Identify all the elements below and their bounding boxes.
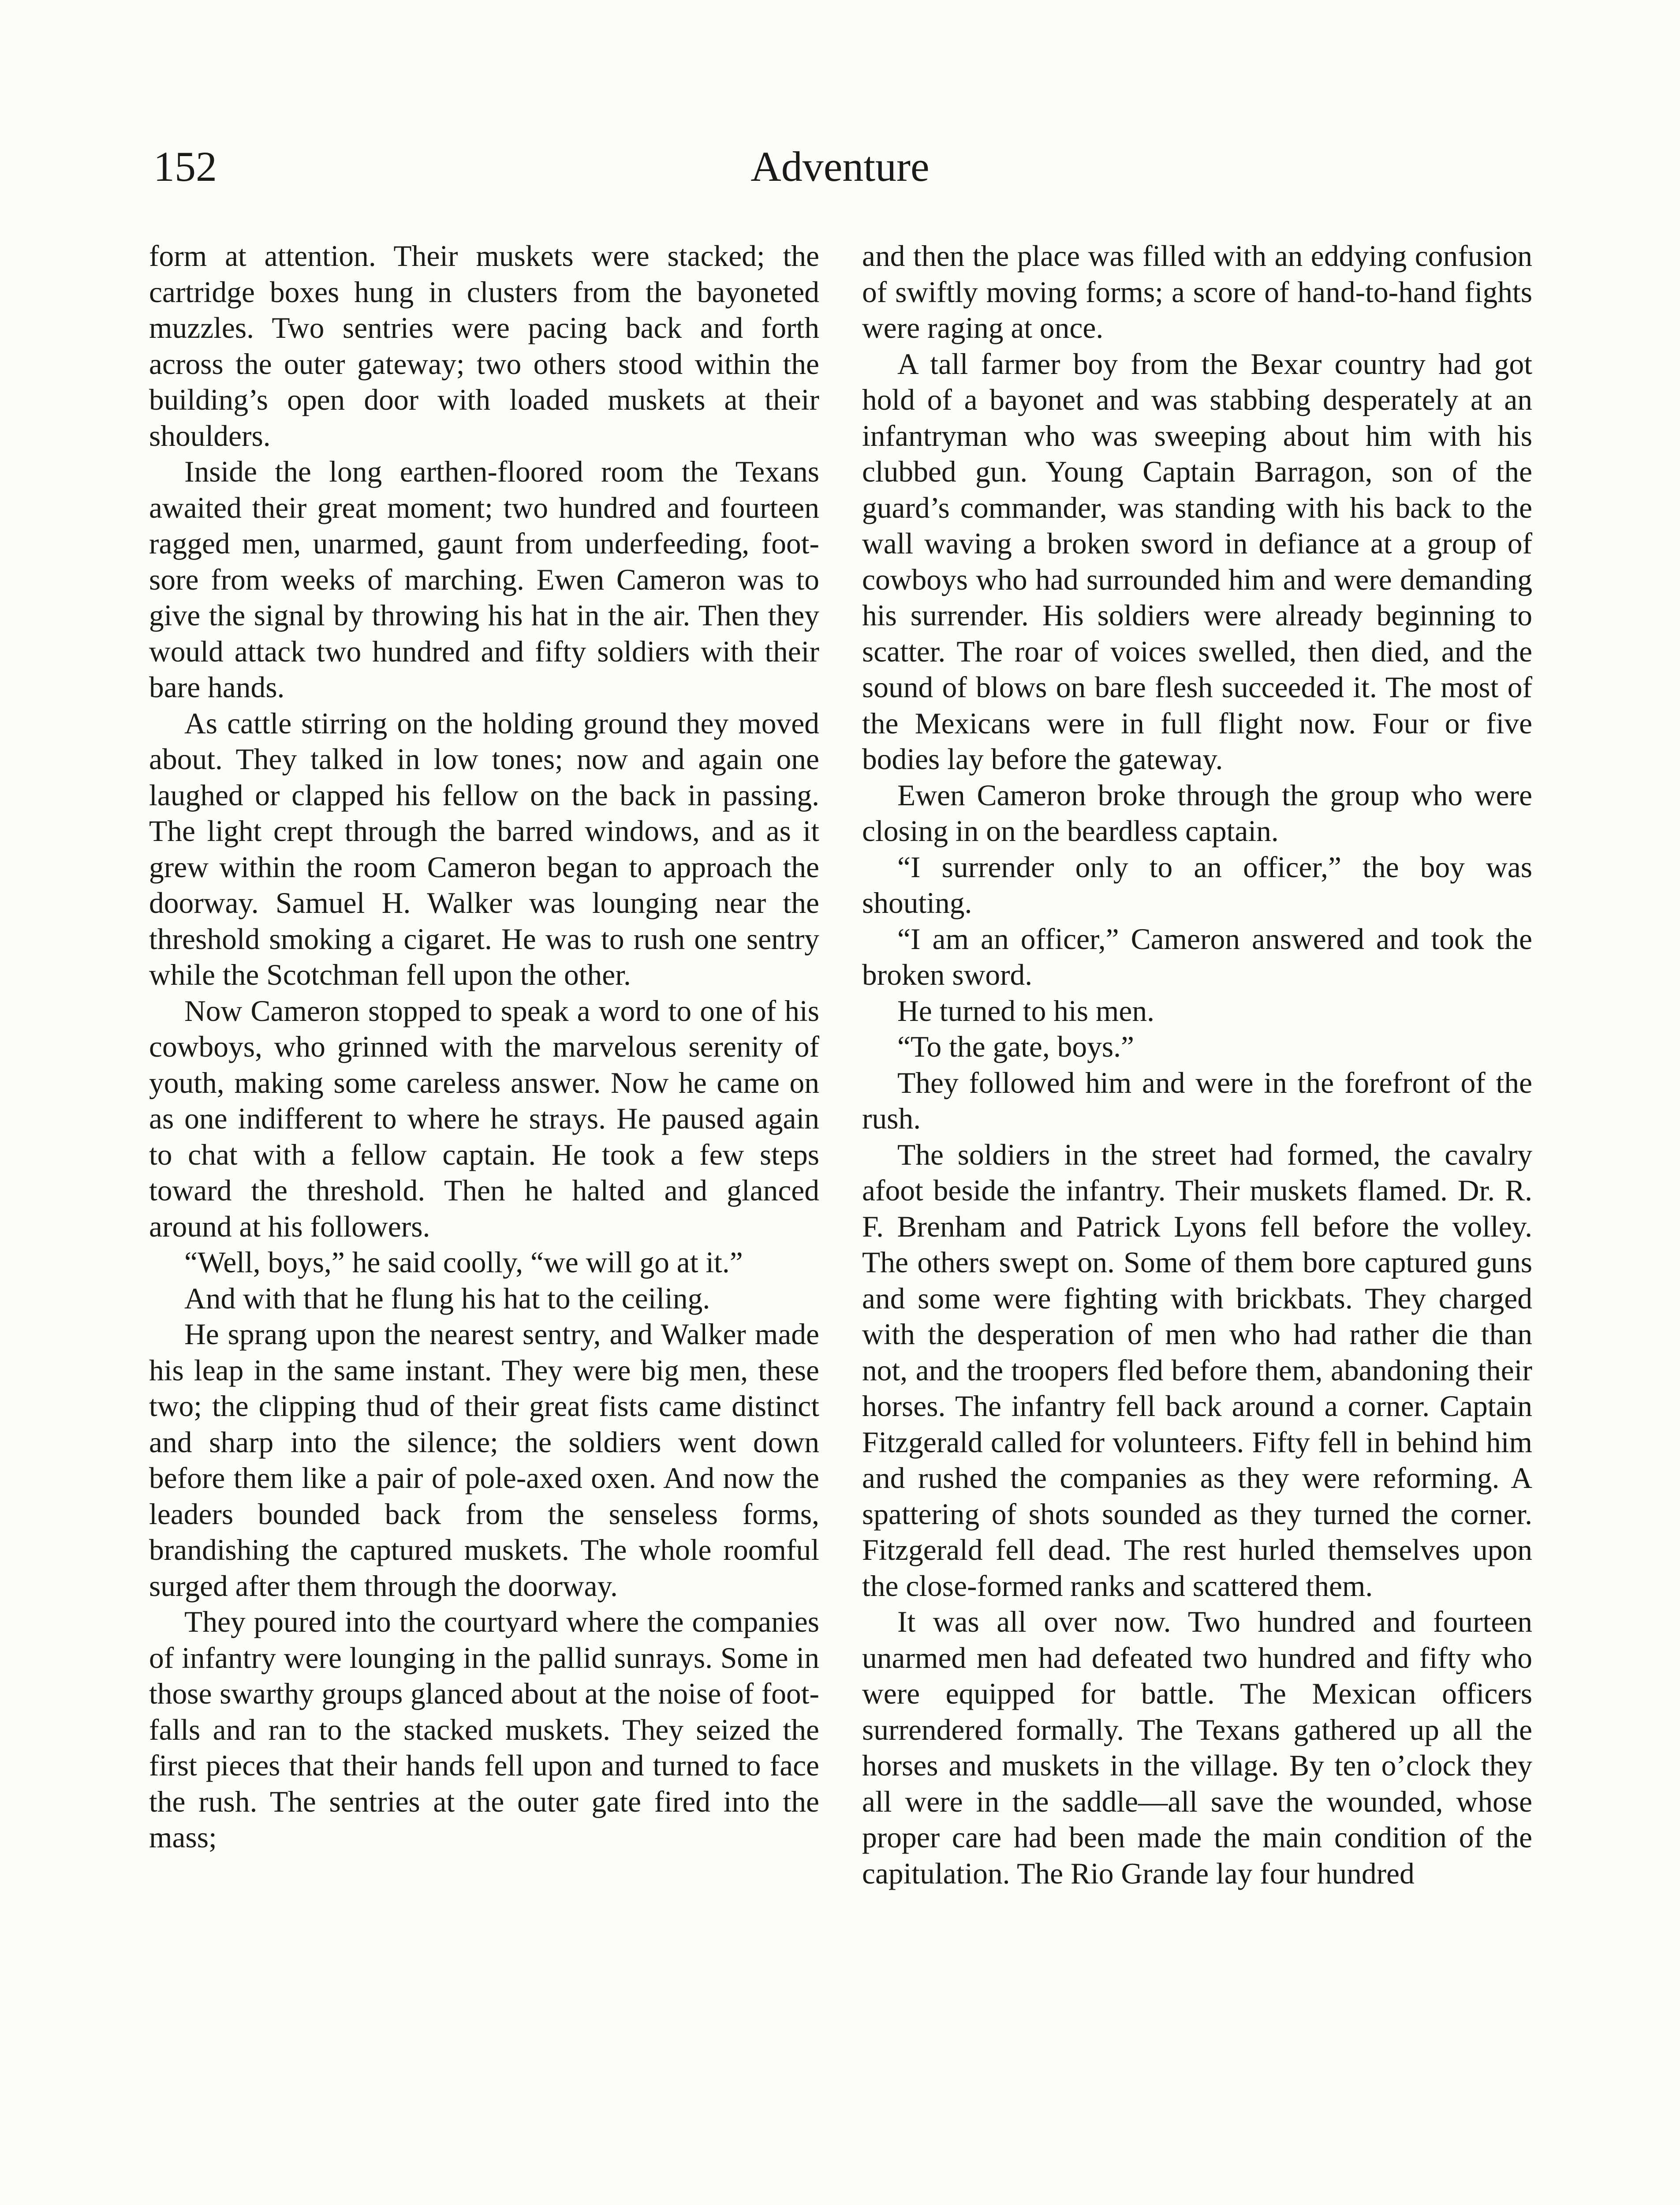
running-title: Adventure bbox=[750, 143, 930, 190]
paragraph: The soldiers in the street had formed, the cavalry afoot beside the infantry. Their muskets flamed. Dr. R. F. Brenham and Patrick Lyons fell before the volley. The others swept on. Some of them bore captured guns and some were fighting with brickbats. They charged with the desperation of men who had rather die than not, and the troopers fled before them, abandoning their horses. The infantry fell back around a corner. Captain Fitzgerald called for volunteers. Fifty fell in behind him and rushed the companies as they were reforming. A spattering of shots sounded as they turned the corner. Fitzgerald fell dead. The rest hurled themselves upon the close-formed ranks and scattered them. bbox=[862, 1138, 1532, 1603]
paragraph: Inside the long earthen-floored room the Texans awaited their great moment; two hundred and fourteen ragged men, unarmed, gaunt from underfeeding, foot-sore from weeks of marching. Ewen Cameron was to give the signal by throwing his hat in the air. Then they would attack two hundred and fifty soldiers with their bare hands. bbox=[149, 455, 819, 704]
paragraph: Ewen Cameron broke through the group who were closing in on the beardless captain. bbox=[862, 778, 1532, 848]
paragraph: “Well, boys,” he said coolly, “we will go at it.” bbox=[184, 1246, 743, 1279]
paragraph: “To the gate, boys.” bbox=[897, 1030, 1134, 1063]
paragraph: They poured into the courtyard where the companies of infantry were lounging in the pallid sunrays. Some in those swarthy groups glanced about at the noise of footfalls and ran to the stacked muskets. They seized the first pieces that their hands fell upon and turned to face the rush. The sentries at the outer gate fired into the mass; bbox=[149, 1605, 819, 1854]
right-column bbox=[862, 238, 1532, 1891]
left-column bbox=[149, 238, 819, 1856]
page-number: 152 bbox=[153, 143, 217, 190]
paragraph: And with that he flung his hat to the ceiling. bbox=[184, 1282, 710, 1315]
paragraph: He sprang upon the nearest sentry, and Walker made his leap in the same instant. They were big men, these two; the clipping thud of their great fists came distinct and sharp into the silence; the soldiers went down before them like a pair of pole-axed oxen. And now the leaders bounded back from the senseless forms, brandishing the captured muskets. The whole roomful surged after them through the doorway. bbox=[149, 1318, 819, 1603]
paragraph: “I surrender only to an officer,” the boy was shouting. bbox=[862, 850, 1532, 919]
paragraph: form at attention. Their muskets were stacked; the cartridge boxes hung in clusters from the bayoneted muzzles. Two sentries were pacing back and forth across the outer gateway; two others stood within the building’s open door with loaded muskets at their shoulders. bbox=[149, 239, 819, 452]
paragraph: As cattle stirring on the holding ground they moved about. They talked in low tones; now and again one laughed or clapped his fellow on the back in passing. The light crept through the barred windows, and as it grew within the room Cameron began to approach the doorway. Samuel H. Walker was lounging near the threshold smoking a cigaret. He was to rush one sentry while the Scotchman fell upon the other. bbox=[149, 706, 819, 991]
paragraph: A tall farmer boy from the Bexar country had got hold of a bayonet and was stabbing desperately at an infantryman who was sweeping about him with his clubbed gun. Young Captain Barragon, son of the guard’s commander, was standing with his back to the wall waving a broken sword in defiance at a group of cowboys who had surrounded him and were demanding his surrender. His soldiers were already beginning to scatter. The roar of voices swelled, then died, and the sound of blows on bare flesh succeeded it. The most of the Mexicans were in full flight now. Four or five bodies lay before the gateway. bbox=[862, 347, 1532, 776]
paragraph: “I am an officer,” Cameron answered and took the broken sword. bbox=[862, 922, 1532, 991]
paragraph: They followed him and were in the forefront of the rush. bbox=[862, 1066, 1532, 1135]
paragraph: and then the place was filled with an eddying confusion of swiftly moving forms; a score of hand-to-hand fights were raging at once. bbox=[862, 239, 1532, 344]
paragraph: It was all over now. Two hundred and fourteen unarmed men had defeated two hundred and fifty who were equipped for battle. The Mexican officers surrendered formally. The Texans gathered up all the horses and muskets in the village. By ten o’clock they all were in the saddle—all save the wounded, whose proper care had been made the main condition of the capitulation. The Rio Grande lay four hundred bbox=[862, 1605, 1532, 1890]
paragraph: Now Cameron stopped to speak a word to one of his cowboys, who grinned with the marvelous serenity of youth, making some careless answer. Now he came on as one indifferent to where he strays. He paused again to chat with a fellow captain. He took a few steps toward the threshold. Then he halted and glanced around at his followers. bbox=[149, 994, 819, 1243]
paragraph: He turned to his men. bbox=[897, 994, 1155, 1028]
